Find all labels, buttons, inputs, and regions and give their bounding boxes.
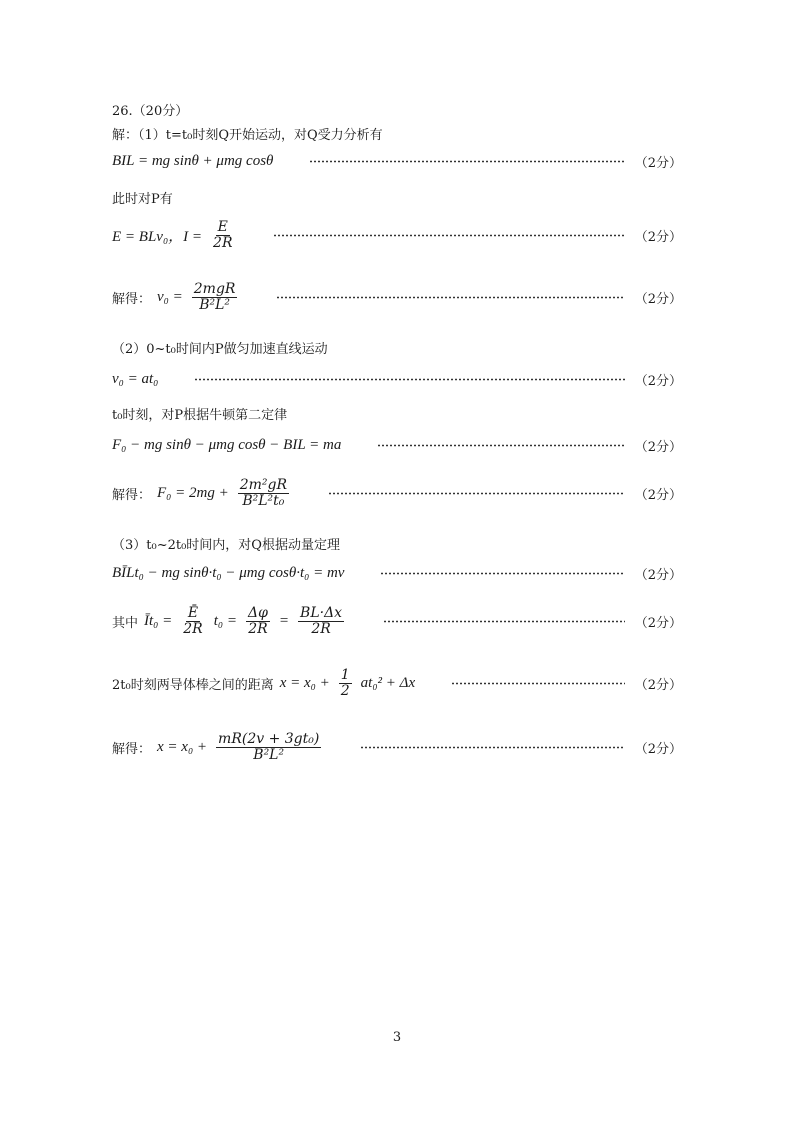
solution-label: 解得：: [112, 741, 152, 757]
score-label: （2分）: [634, 677, 682, 693]
fraction-flux: [246, 606, 270, 636]
leader-dots: [276, 296, 624, 299]
formula-newton-second: F₀ − mg sinθ − μmg cosθ − BIL = ma: [112, 437, 342, 453]
fraction-half: [339, 668, 352, 698]
leader-dots: [451, 682, 625, 685]
leader-dots: [380, 572, 624, 575]
score-label: （2分）: [634, 229, 682, 245]
formula-row-2: [112, 220, 682, 250]
leader-dots: [377, 444, 624, 447]
formula-row-1: [112, 152, 682, 171]
score-label: （2分）: [634, 487, 682, 503]
page-number: 3: [392, 1030, 402, 1045]
fraction-denominator: B²L²: [253, 746, 285, 763]
leader-dots: [328, 492, 625, 495]
fraction-denominator: B²L²t₀: [242, 492, 285, 509]
formula-emf: E = BLv₀，I =: [112, 228, 203, 245]
fraction-denominator: 2R: [248, 620, 268, 637]
fraction-bl-dx: [298, 606, 344, 636]
part3-intro: （3）t₀~2t₀时间内，对Q根据动量定理: [112, 538, 340, 553]
score-label: （2分）: [634, 568, 682, 583]
formula-momentum-theorem: BĪLt₀ − mg sinθ·t₀ − μmg cosθ·t₀ = mv: [112, 565, 345, 581]
formula-x-left: x = x₀ +: [157, 738, 208, 755]
part2-sub: t₀时刻，对P根据牛顿第二定律: [112, 408, 288, 423]
fraction-denominator: 2R: [183, 620, 203, 637]
formula-row-6: [112, 478, 682, 508]
fraction-x: [216, 732, 321, 762]
formula-force-balance-q: BIL = mg sinθ + μmg cosθ: [112, 153, 274, 169]
formula-row-9: [112, 668, 682, 698]
fraction-numerator: Δφ: [247, 605, 268, 621]
leader-dots: [194, 378, 624, 381]
fraction-numerator: Ē: [187, 605, 199, 621]
part1-intro: 解：（1）t=t₀时刻Q开始运动，对Q受力分析有: [112, 128, 383, 143]
solution-label: 解得：: [112, 291, 152, 307]
distance-label: 2t₀时刻两导体棒之间的距离: [112, 677, 274, 693]
leader-dots: [273, 234, 624, 237]
fraction-numerator: E: [217, 219, 228, 235]
score-label: （2分）: [634, 291, 682, 307]
fraction-v0: [192, 282, 238, 312]
part2-intro: （2）0~t₀时间内P做匀加速直线运动: [112, 342, 328, 357]
score-label: （2分）: [634, 440, 682, 455]
fraction-f0: [238, 478, 289, 508]
fraction-numerator: 2mgR: [193, 281, 236, 297]
fraction-current: [211, 220, 234, 250]
formula-equals: =: [278, 612, 290, 629]
formula-distance-right: at₀² + Δx: [360, 674, 416, 691]
formula-row-4: [112, 370, 682, 389]
solution-label: 解得：: [112, 487, 152, 503]
problem-header: 26.（20分）: [112, 104, 189, 119]
fraction-numerator: 1: [340, 667, 350, 683]
score-label: （2分）: [634, 615, 682, 631]
formula-times-t0: t₀ =: [213, 612, 237, 629]
fraction-denominator: 2: [340, 682, 350, 699]
formula-avg-current: Īt₀ =: [144, 612, 173, 629]
where-label: 其中: [112, 615, 139, 631]
formula-row-3: [112, 282, 682, 312]
formula-row-10: [112, 732, 682, 762]
leader-dots: [309, 160, 624, 163]
score-label: （2分）: [634, 741, 682, 757]
leader-dots: [383, 620, 625, 623]
formula-v0: v₀ =: [157, 288, 183, 305]
score-label: （2分）: [634, 156, 682, 171]
fraction-numerator: 2m²gR: [239, 477, 288, 493]
fraction-numerator: BL·Δx: [300, 605, 343, 621]
fraction-denominator: 2R: [311, 620, 331, 637]
fraction-numerator: mR(2v + 3gt₀): [218, 731, 320, 747]
formula-row-8: [112, 606, 682, 636]
part1-sub-p: 此时对P有: [112, 192, 173, 207]
fraction-denominator: B²L²: [199, 296, 231, 313]
formula-f0: F₀ = 2mg +: [157, 484, 229, 501]
leader-dots: [360, 746, 624, 749]
fraction-denominator: 2R: [213, 234, 233, 251]
formula-row-5: [112, 436, 682, 455]
formula-row-7: [112, 564, 682, 583]
score-label: （2分）: [634, 374, 682, 389]
formula-v0-at0: v₀ = at₀: [112, 371, 159, 387]
fraction-avg-emf: [181, 606, 204, 636]
formula-distance-left: x = x₀ +: [279, 674, 330, 691]
